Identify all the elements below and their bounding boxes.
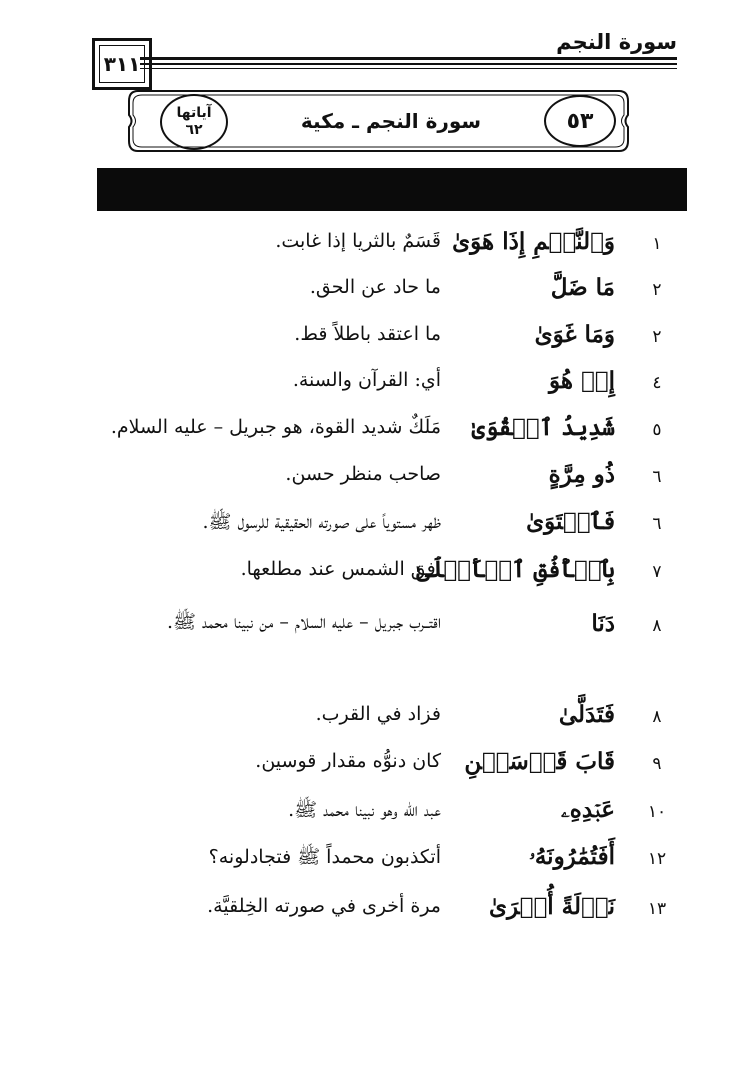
quran-word: عَبۡدِهِۦ — [561, 796, 615, 823]
quran-word: إِنۡ هُوَ — [548, 367, 615, 394]
quran-word: شَدِيدُ ٱلۡقُوَىٰ — [471, 414, 615, 441]
glossary-row — [0, 610, 755, 650]
word-meaning: أي: القرآن والسنة. — [292, 369, 441, 391]
quran-word: قَابَ قَوۡسَيۡنِ — [464, 748, 615, 775]
running-title: سورة النجم — [556, 30, 677, 54]
word-meaning: عبد الله وهو نبينا محمد ﷺ. — [288, 799, 441, 821]
quran-word: فَتَدَلَّىٰ — [558, 701, 615, 728]
quran-word: بِٱلۡأُفُقِ ٱلۡأَعۡلَىٰ — [416, 556, 615, 583]
glossary-row — [0, 748, 755, 788]
page-number-box — [92, 38, 152, 90]
word-meaning: صاحب منظر حسن. — [285, 463, 441, 485]
word-meaning: مَلَكٌ شديد القوة، هو جبريل – عليه السلام. — [110, 416, 441, 438]
word-meaning: أفق الشمس عند مطلعها. — [240, 558, 441, 580]
glossary-row — [0, 508, 755, 548]
glossary-row — [0, 274, 755, 314]
verse-number: ٦ — [652, 514, 662, 534]
verse-number: ٢ — [652, 280, 662, 300]
surah-number-badge: ٥٣ — [544, 95, 616, 147]
glossary-row — [0, 461, 755, 501]
quran-word: ذُو مِرَّةٍ — [548, 461, 615, 488]
glossary-row — [0, 893, 755, 933]
verses-label: آياتها — [176, 105, 212, 121]
glossary-row — [0, 556, 755, 596]
verse-number: ١٣ — [647, 899, 667, 919]
verse-number: ٢ — [652, 327, 662, 347]
glossary-row — [0, 321, 755, 361]
header-rule — [140, 63, 677, 65]
verse-number: ٨ — [652, 616, 662, 636]
surah-banner — [126, 87, 631, 155]
glossary-row — [0, 796, 755, 836]
quran-word: وَمَا غَوَىٰ — [534, 321, 615, 348]
header-rule — [140, 57, 677, 60]
glossary-row — [0, 228, 755, 268]
verse-number: ٤ — [652, 373, 662, 393]
word-meaning: اقتــرب جبريل – عليه السلام – من نبينا محمد ﷺ. — [166, 611, 441, 633]
glossary-row — [0, 414, 755, 454]
verse-number: ٨ — [652, 707, 662, 727]
word-meaning: ما اعتقد باطلاً قط. — [294, 323, 441, 345]
quran-word: نَزۡلَةً أُخۡرَىٰ — [488, 893, 615, 920]
glossary-row — [0, 843, 755, 883]
header-rule — [140, 68, 677, 69]
verse-number: ٧ — [652, 562, 662, 582]
verses-count-badge — [160, 94, 228, 150]
verse-number: ٩ — [652, 754, 662, 774]
verse-number: ١٢ — [647, 849, 667, 869]
surah-title: سورة النجم ـ مكية — [300, 109, 482, 133]
verse-number: ٥ — [652, 420, 662, 440]
verse-number: ٦ — [652, 467, 662, 487]
word-meaning: كان دنوُّه مقدار قوسين. — [255, 750, 441, 772]
quran-word: أَفَتُمَٰرُونَهُۥ — [529, 843, 615, 870]
verse-number: ١ — [652, 234, 662, 254]
word-meaning: أتكذبون محمداً ﷺ فتجادلونه؟ — [208, 846, 441, 868]
word-meaning: مرة أخرى في صورته الخِلقيَّة. — [207, 895, 441, 917]
glossary-row — [0, 367, 755, 407]
quran-word: مَا ضَلَّ — [550, 274, 615, 301]
page-number: ٣١١ — [99, 45, 145, 83]
verse-number: ١٠ — [647, 802, 667, 822]
verses-count: ٦٢ — [185, 122, 203, 138]
word-meaning: ظهر مستوياً على صورته الحقيقية للرسول ﷺ. — [202, 511, 441, 533]
glossary-row — [0, 701, 755, 741]
table-header-bar — [97, 168, 687, 211]
word-meaning: قَسَمٌ بالثريا إذا غابت. — [275, 230, 441, 252]
quran-word: فَٱسۡتَوَىٰ — [526, 508, 615, 535]
quran-word: دَنَا — [591, 610, 615, 637]
word-meaning: فزاد في القرب. — [315, 703, 441, 725]
word-meaning: ما حاد عن الحق. — [309, 276, 441, 298]
quran-word: وَٱلنَّجۡمِ إِذَا هَوَىٰ — [452, 228, 615, 255]
